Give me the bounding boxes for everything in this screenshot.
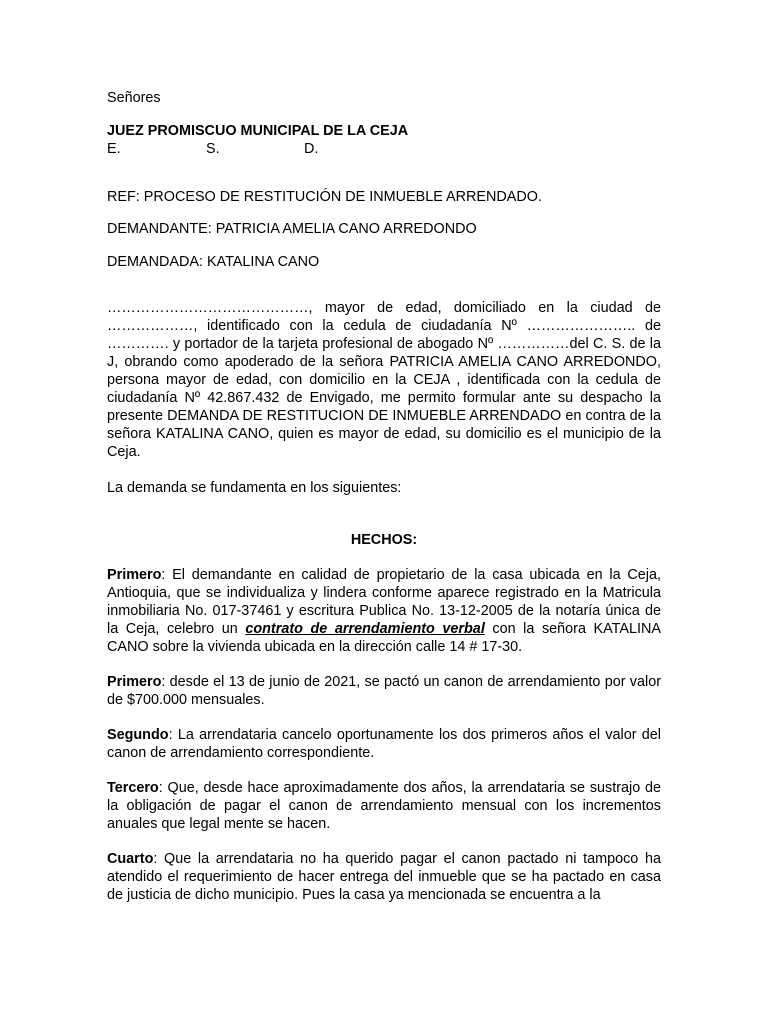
fact-text: : Que, desde hace aproximadamente dos años, la arrendataria se sustrajo de la obligación de pagar el canon de arrendamiento mensual con los incrementos anuales que legal mente se hacen. (107, 780, 661, 832)
demandante-line: DEMANDANTE: PATRICIA AMELIA CANO ARREDONDO (107, 221, 477, 237)
fact-text: : Que la arrendataria no ha querido pagar el canon pactado ni tampoco ha atendido el requerimiento de hacer entrega del inmueble que se ha pactado en casa de justicia de dicho municipio. Pues la casa ya mencionada se encuentra a la (107, 851, 661, 903)
recipient: JUEZ PROMISCUO MUNICIPAL DE LA CEJA (107, 123, 409, 139)
esd-s: S. (206, 141, 220, 157)
fact-label: Primero (107, 674, 162, 690)
fact-text: : El demandante en calidad de propietario de la casa ubicada en la Ceja, Antioquia, que se individualiza y lindera conforme aparece registrado en la Matricula inmobiliaria No. 017-37461 y escritura Publica No. 13-12-2005 de la notaría única de la Ceja, celebro un (107, 567, 661, 637)
ref-line: REF: PROCESO DE RESTITUCIÓN DE INMUEBLE ARRENDADO. (107, 189, 542, 205)
esd-d: D. (304, 141, 319, 157)
fact-paragraph-2 (107, 673, 661, 709)
fact-paragraph-1 (107, 566, 661, 656)
fact-label: Segundo (107, 727, 169, 743)
fact-text: : desde el 13 de junio de 2021, se pactó un canon de arrendamiento por valor de $700.000 mensuales. (107, 674, 661, 708)
fact-label: Tercero (107, 780, 159, 796)
fact-paragraph-5 (107, 850, 661, 904)
fact-label: Primero (107, 567, 162, 583)
fact-paragraph-3 (107, 726, 661, 762)
hechos-title: HECHOS: (350, 532, 418, 548)
salutation: Señores (107, 90, 161, 106)
esd-e: E. (107, 141, 121, 157)
fact-text: : La arrendataria cancelo oportunamente los dos primeros años el valor del canon de arrendamiento correspondiente. (107, 727, 661, 761)
intro-paragraph: ……………………………………, mayor de edad, domiciliado en la ciudad de ………………, identificado con la cedula de ciudadanía Nº ………………….. de …………. y portador de la tarjeta profesional de abogado Nº ……………del C. S. de la J, obrando como apoderado de la señora PATRICIA AMELIA CANO ARREDONDO, persona mayor de edad, con domicilio en la CEJA , identificada con la cedula de ciudadanía Nº 42.867.432 de Envigado, me permito formular ante su despacho la presente DEMANDA DE RESTITUCION DE INMUEBLE ARRENDADO en contra de la señora KATALINA CANO, quien es mayor de edad, su domicilio es el municipio de la Ceja. (107, 300, 661, 460)
basis-line: La demanda se fundamenta en los siguientes: (107, 480, 402, 496)
demandada-line: DEMANDADA: KATALINA CANO (107, 254, 320, 270)
contract-emphasis: contrato de arrendamiento verbal (245, 621, 485, 637)
esd-line (107, 140, 661, 158)
fact-label: Cuarto (107, 851, 154, 867)
fact-text: con la señora KATALINA CANO sobre la vivienda ubicada en la dirección calle 14 # 17-30. (107, 621, 661, 655)
fact-paragraph-4 (107, 779, 661, 833)
